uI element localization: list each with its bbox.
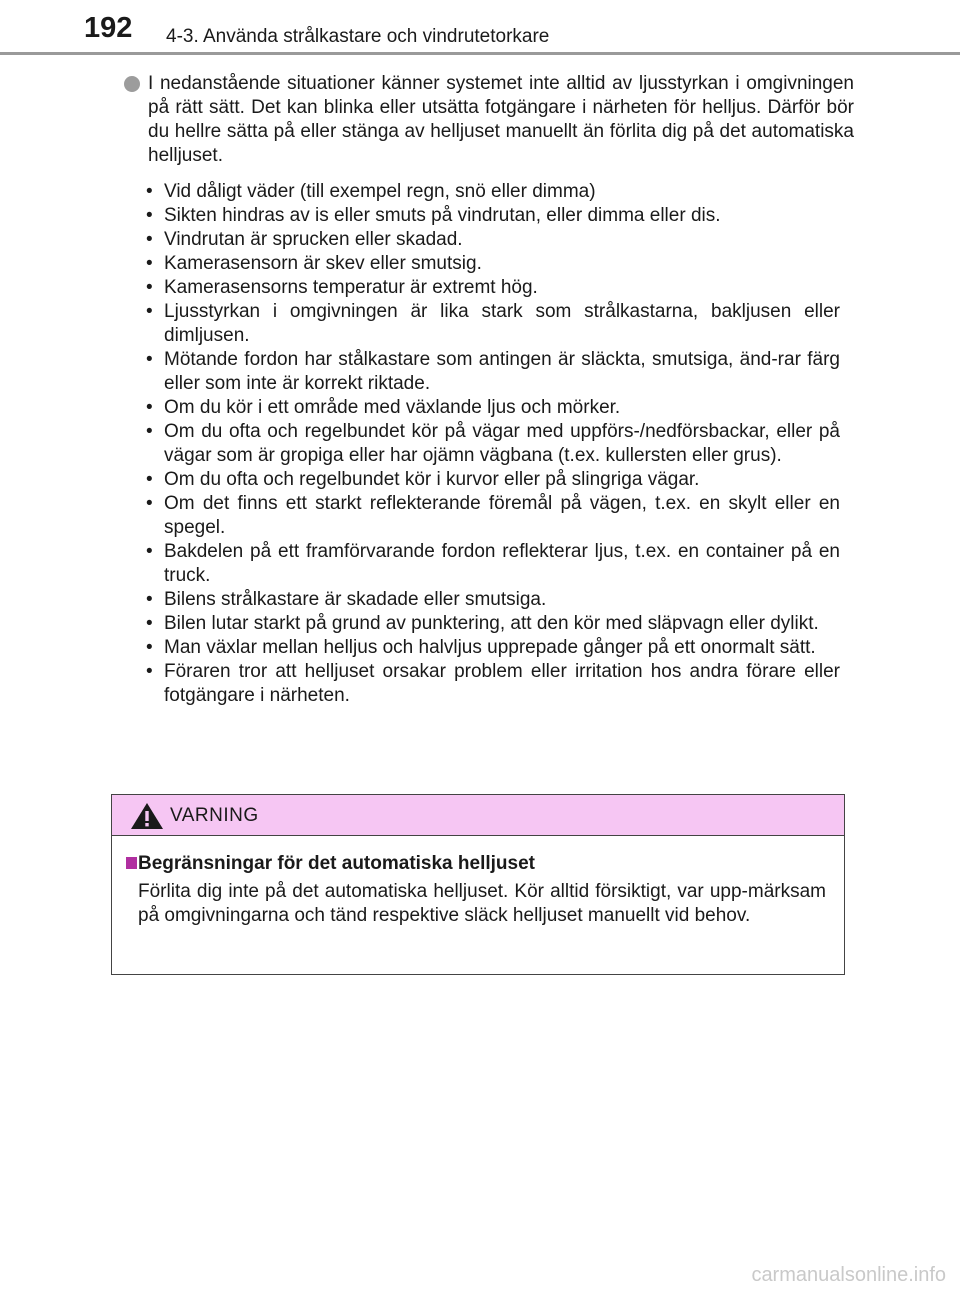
list-item-text: Mötande fordon har stålkastare som antingen är släckta, smutsiga, änd-rar färg eller som inte är korrekt riktade. (164, 349, 840, 394)
bullet-mark: • (146, 229, 153, 250)
bullet-mark: • (146, 205, 153, 226)
page-number: 192 (84, 12, 133, 44)
list-item (124, 204, 854, 228)
list-item-text: Vid dåligt väder (till exempel regn, snö eller dimma) (164, 181, 596, 202)
list-item (124, 420, 854, 468)
list-item (124, 540, 854, 588)
list-item (124, 612, 854, 636)
bullet-mark: • (146, 253, 153, 274)
list-item-text: Om du ofta och regelbundet kör på vägar med uppförs-/nedförsbackar, eller på vägar som är gropiga eller har ojämn vägbana (t.ex. kullersten eller grus). (164, 421, 840, 466)
list-item-text: Kamerasensorn är skev eller smutsig. (164, 253, 482, 274)
bullet-mark: • (146, 493, 153, 514)
list-item-text: Föraren tror att helljuset orsakar problem eller irritation hos andra förare eller fotgängare i närheten. (164, 661, 840, 706)
list-item-text: Ljusstyrkan i omgivningen är lika stark som strålkastarna, bakljusen eller dimljusen. (164, 301, 840, 346)
warning-body (112, 836, 844, 928)
list-item-text: Vindrutan är sprucken eller skadad. (164, 229, 463, 250)
site-watermark: carmanualsonline.info (751, 1264, 946, 1286)
bullet-mark: • (146, 541, 153, 562)
bullet-mark: • (146, 301, 153, 322)
condition-list (124, 180, 854, 708)
list-item-text: Sikten hindras av is eller smuts på vindrutan, eller dimma eller dis. (164, 205, 721, 226)
list-item-text: Man växlar mellan helljus och halvljus upprepade gånger på ett onormalt sätt. (164, 637, 816, 658)
bullet-mark: • (146, 469, 153, 490)
warning-label: VARNING (170, 805, 259, 826)
list-item-text: Bilen lutar starkt på grund av punktering, att den kör med släpvagn eller dylikt. (164, 613, 819, 634)
list-item (124, 348, 854, 396)
warning-triangle-icon (130, 802, 164, 830)
list-item (124, 396, 854, 420)
warning-header (112, 795, 844, 836)
bullet-mark: • (146, 421, 153, 442)
list-item (124, 636, 854, 660)
bullet-mark: • (146, 181, 153, 202)
page-header (0, 0, 960, 52)
list-item (124, 468, 854, 492)
list-item (124, 228, 854, 252)
bullet-mark: • (146, 349, 153, 370)
intro-text: I nedanstående situationer känner systemet inte alltid av ljusstyrkan i omgivningen på rätt sätt. Det kan blinka eller utsätta fotgängare i närheten för helljus. Därför bör du hellre sätta på eller stänga av helljuset manuellt än förlita dig på det automatiska helljuset. (148, 73, 854, 166)
header-divider (0, 52, 960, 55)
list-item-text: Bilens strålkastare är skadade eller smutsiga. (164, 589, 547, 610)
list-item-text: Om du kör i ett område med växlande ljus och mörker. (164, 397, 621, 418)
warning-heading (126, 852, 826, 876)
list-item (124, 180, 854, 204)
bullet-mark: • (146, 277, 153, 298)
bullet-mark: • (146, 397, 153, 418)
list-item (124, 252, 854, 276)
list-item-text: Om du ofta och regelbundet kör i kurvor eller på slingriga vägar. (164, 469, 700, 490)
warning-heading-text: Begränsningar för det automatiska helljuset (138, 853, 535, 874)
circle-bullet-icon (124, 76, 140, 92)
warning-box (111, 794, 845, 975)
section-title: 4-3. Använda strålkastare och vindrutetorkare (166, 26, 550, 47)
list-item (124, 588, 854, 612)
bullet-mark: • (146, 637, 153, 658)
list-item (124, 300, 854, 348)
bullet-mark: • (146, 613, 153, 634)
list-item-text: Kamerasensorns temperatur är extremt hög. (164, 277, 538, 298)
list-item (124, 492, 854, 540)
list-item-text: Om det finns ett starkt reflekterande föremål på vägen, t.ex. en skylt eller en spegel. (164, 493, 840, 538)
bullet-mark: • (146, 661, 153, 682)
list-item (124, 660, 854, 708)
intro-paragraph (124, 72, 854, 168)
list-item (124, 276, 854, 300)
main-content (124, 72, 854, 708)
list-item-text: Bakdelen på ett framförvarande fordon reflekterar ljus, t.ex. en container på en truck. (164, 541, 840, 586)
square-bullet-icon (126, 857, 137, 869)
bullet-mark: • (146, 589, 153, 610)
warning-text: Förlita dig inte på det automatiska helljuset. Kör alltid försiktigt, var upp-märksam på omgivningarna och tänd respektive släck helljuset manuellt vid behov. (138, 881, 826, 926)
